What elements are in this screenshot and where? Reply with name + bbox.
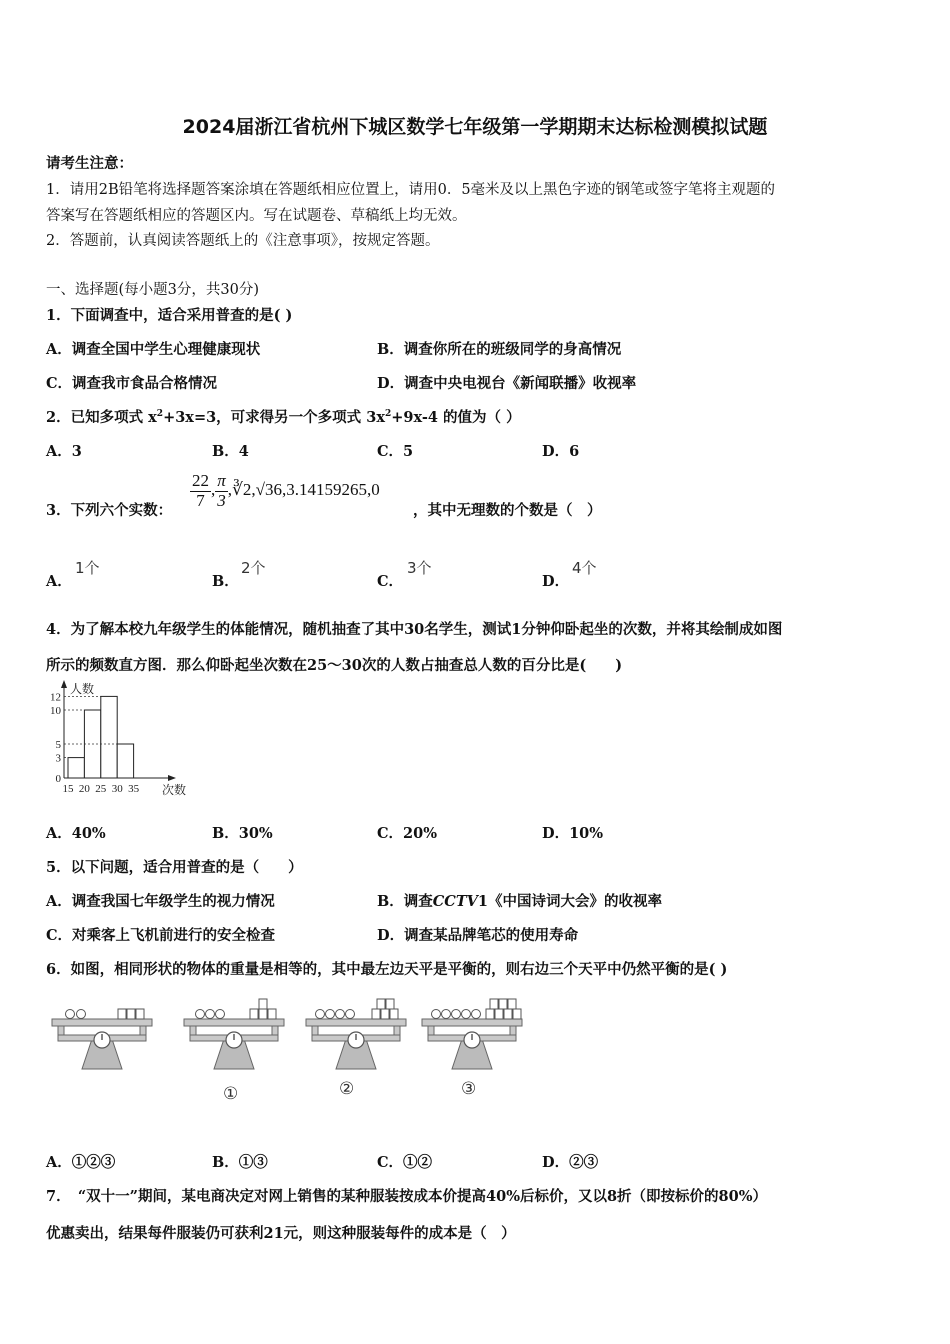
- q1-option-a: A．调查全国中学生心理健康现状: [46, 341, 261, 358]
- q2-stem: [46, 406, 521, 427]
- x-axis-label: 次数: [162, 783, 187, 797]
- q2-stem-post: +9x-4 的值为（ ）: [391, 409, 521, 426]
- q1-option-b: B．调查你所在的班级同学的身高情况: [377, 341, 622, 358]
- q3-rest-numbers: ,∛2,√36,3.14159265,0: [227, 480, 380, 500]
- q4-option-d: D．10%: [542, 825, 604, 842]
- q4-option-b: B．30%: [212, 825, 273, 842]
- balance-3: [422, 999, 522, 1069]
- q2-option-d: D．6: [542, 443, 580, 460]
- balance-1: [184, 999, 284, 1069]
- balance-2: [306, 999, 406, 1069]
- q5-option-b: B．调查CCTV1《中国诗词大会》的收视率: [377, 893, 662, 910]
- x-axis-arrow: [168, 775, 176, 781]
- q2-sup-2: 2: [384, 409, 392, 420]
- q3-fraction-2: $\frac{\pi}{3}$: [217, 471, 226, 510]
- y-tick-label: 0: [55, 773, 61, 785]
- q5-option-c: C．对乘客上飞机前进行的安全检查: [46, 927, 276, 944]
- q3-option-a-value: 1个: [75, 559, 100, 577]
- q4-stem-line-1: 4．为了解本校九年级学生的体能情况，随机抽查了其中30名学生，测试1分钟仰卧起坐的次数，并将其绘制成如图: [46, 621, 783, 638]
- q6-option-d: D．②③: [542, 1154, 599, 1171]
- q3-option-a-label: A．: [46, 573, 72, 590]
- q7-stem-line-2: 优惠卖出，结果每件服装仍可获利21元，则这种服装每件的成本是（ ）: [46, 1225, 516, 1242]
- q3-option-d-label: D．: [542, 573, 570, 590]
- q3-option-b-label: B．: [212, 573, 239, 590]
- q3-option-d-value: 4个: [572, 559, 597, 577]
- q2-option-c: C．5: [377, 443, 414, 460]
- q2-sup-1: 2: [156, 409, 164, 420]
- q4-option-a: A．40%: [46, 825, 106, 842]
- y-axis-arrow: [61, 680, 67, 688]
- q6-option-a: A．①②③: [46, 1154, 116, 1171]
- page-title: 2024届浙江省杭州下城区数学七年级第一学期期末达标检测模拟试题: [182, 116, 768, 138]
- x-tick-label: 20: [78, 783, 90, 795]
- y-tick-label: 10: [50, 705, 61, 717]
- notice-line-1b: 答案写在答题纸相应的答题区内。写在试题卷、草稿纸上均无效。: [46, 208, 467, 224]
- notice-line-2: 2．答题前，认真阅读答题纸上的《注意事项》，按规定答题。: [46, 233, 440, 249]
- q6-stem: 6．如图，相同形状的物体的重量是相等的，其中最左边天平是平衡的，则右边三个天平中仍然平衡的是( ): [46, 961, 728, 978]
- q3-option-c-label: C．: [377, 573, 404, 590]
- y-axis-label: 人数: [70, 682, 95, 696]
- q6-option-b: B．①③: [212, 1154, 268, 1171]
- q7-stem-line-1: 7． “双十一”期间，某电商决定对网上销售的某种服装按成本价提高40%后标价，又以8折（即按标价的80%）: [46, 1188, 768, 1205]
- balance-label-3: ③: [461, 1079, 477, 1099]
- q5-stem: 5．以下问题，适合用普查的是（ ）: [46, 859, 303, 876]
- histogram-bar: [101, 696, 117, 778]
- q2-option-b: B．4: [212, 443, 249, 460]
- balance-label-1: ①: [223, 1084, 239, 1104]
- x-tick-label: 25: [95, 783, 107, 795]
- q4-stem-line-2: 所示的频数直方图．那么仰卧起坐次数在25～30次的人数占抽查总人数的百分比是( ): [46, 657, 623, 674]
- q1-option-c: C．调查我市食品合格情况: [46, 375, 218, 392]
- balance-figure: [50, 995, 530, 1110]
- q1-option-d: D．调查中央电视台《新闻联播》收视率: [377, 375, 637, 392]
- q2-stem-mid: +3x=3，可求得另一个多项式 3x: [163, 409, 385, 426]
- balance-reference: [52, 1009, 152, 1069]
- x-tick-label: 35: [128, 783, 140, 795]
- y-tick-label: 3: [55, 752, 61, 765]
- q3-option-b-value: 2个: [241, 559, 266, 577]
- y-tick-label: 5: [55, 739, 61, 751]
- histogram-bar: [117, 744, 133, 778]
- q3-option-c-value: 3个: [407, 559, 432, 577]
- histogram-bar: [68, 758, 84, 778]
- q5-option-a: A．调查我国七年级学生的视力情况: [46, 893, 275, 910]
- y-tick-label: 12: [50, 691, 61, 704]
- q3-expression: $\frac{22}{7}$ , $\frac{\pi}{3}$ ,∛2,√36,3.14159265,0: [192, 471, 380, 510]
- q6-option-c: C．①②: [377, 1154, 433, 1171]
- q5-option-d: D．调查某品牌笔芯的使用寿命: [377, 927, 579, 944]
- notice-heading: 请考生注意：: [46, 155, 133, 172]
- q3-fraction-1: $\frac{22}{7}$: [192, 471, 209, 510]
- histogram-chart: [40, 680, 200, 802]
- balance-label-2: ②: [339, 1079, 355, 1099]
- q3-stem-pre: 3．下列六个实数：: [46, 502, 173, 519]
- x-tick-label: 30: [111, 783, 123, 795]
- q3-stem-post: ，其中无理数的个数是（ ）: [413, 502, 602, 519]
- q1-stem: 1．下面调查中，适合采用普查的是( ): [46, 307, 293, 324]
- q2-option-a: A．3: [46, 443, 82, 460]
- notice-line-1a: 1．请用2B铅笔将选择题答案涂填在答题纸相应位置上，请用0．5毫米及以上黑色字迹的钢笔或签字笔将主观题的: [46, 182, 776, 198]
- q4-option-c: C．20%: [377, 825, 437, 842]
- x-tick-label: 15: [62, 783, 74, 795]
- q2-stem-pre: 2．已知多项式 x: [46, 409, 157, 426]
- section-heading: 一、选择题(每小题3分，共30分): [46, 282, 259, 298]
